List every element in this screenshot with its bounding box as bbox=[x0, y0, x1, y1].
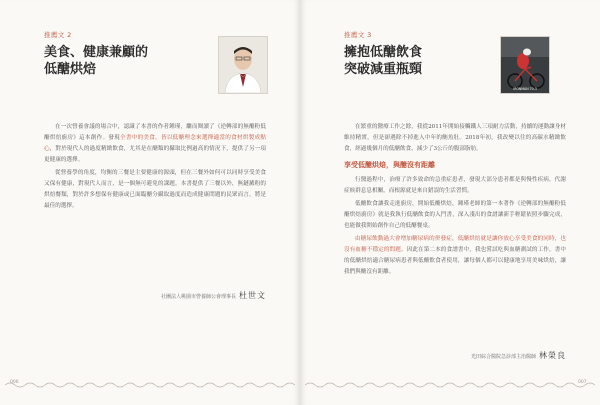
signature-role: 光田綜合醫院急診部主治醫師 bbox=[470, 354, 536, 360]
right-paragraph-3 bbox=[344, 199, 566, 232]
portrait-illustration bbox=[219, 37, 267, 93]
photo-caption: IRONMAN 70.3 bbox=[513, 87, 537, 91]
decorative-border bbox=[5, 381, 295, 389]
cyclist-illustration bbox=[501, 37, 549, 93]
page-number: 006 bbox=[10, 380, 19, 385]
right-subhead: 享受低醣烘焙，與醣沒有距離 bbox=[344, 161, 435, 169]
right-body bbox=[344, 122, 566, 280]
page-number: 007 bbox=[578, 380, 587, 385]
author-portrait bbox=[218, 36, 268, 94]
paragraph-text: 在繁重的醫療工作之餘，我從2011年開始接觸鐵人三項耐力活動，持續的運動讓身材維持精實，但是卻遇除不掉進入中年的鮪魚肚。2018年初，我改變以往的高碳水精緻飲食，經過幾個月的低醣飲食，減少了3公斤的腹部脂肪。 bbox=[344, 124, 566, 152]
left-title bbox=[44, 44, 148, 78]
right-signature bbox=[420, 350, 566, 361]
left-signature bbox=[120, 290, 266, 301]
right-label: 推薦文 3 bbox=[344, 31, 372, 39]
highlighted-text: 由糖尿飲動過大會增加糖尿病的併發症，低醣烘焙就是讓你放心享受美食的同時，也沒有血糖不穩定的問題 bbox=[344, 236, 566, 253]
right-title-line-2: 突破減重瓶頸 bbox=[344, 62, 423, 77]
paragraph-text: 。因此在第二本的食譜書中，我也嘗試吃與血糖測試的工作，書中的低醣烘焙適合糖尿病患者與低醣飲食者使用，讓每個人都可以健康地享用美味烘焙，讓我們與醣沒有距離。 bbox=[344, 247, 566, 275]
left-title-line-2: 低醣烘焙 bbox=[44, 62, 97, 77]
left-label: 推薦文 2 bbox=[44, 31, 72, 39]
right-title-line-1: 擁抱低醣飲食 bbox=[344, 45, 423, 60]
decorative-border bbox=[305, 381, 595, 389]
left-title-line-1: 美食、健康兼顧的 bbox=[44, 45, 149, 60]
left-paragraph-2 bbox=[44, 168, 266, 212]
signature-name: 林榮良 bbox=[539, 351, 566, 360]
signature-role: 社團法人桃園市營養師公會理事長 bbox=[160, 294, 236, 300]
signature-name: 杜世文 bbox=[239, 291, 266, 300]
left-paragraph-1 bbox=[44, 122, 266, 166]
left-body bbox=[44, 122, 266, 214]
right-paragraph-1 bbox=[344, 122, 566, 155]
paragraph-text: 行醫過程中，治療了許多致命的急重症患者，發現大部分患者都是與慢性疾病，代謝症候群息息相關，而根源就是來自錯誤的生活習慣。 bbox=[344, 177, 566, 194]
highlighted-text: 全書中的美食，皆以低醣理念來選擇適當的食材烘製成點心 bbox=[44, 135, 266, 152]
paragraph-text: 從營養學的角度，均衡的三餐是主要健康的源頭，但在三餐外如何可以同時享受美食又保有健康，對現代人而言，是一個無可避免的課題。本書提供了三餐以外，無鏈澱粉的烘焙餐類，對於許多想保有健康或已面臨醣分攝取過度而造成健康問題的民眾而言，將是最佳的選擇。 bbox=[44, 170, 266, 209]
paragraph-text: 在一次營養會議的場合中，認識了本書的作者鍾瑾，繼而閱讀了《逆轉部的無醣粉低醣烘焙廚房》這本創作。發現 bbox=[44, 124, 266, 141]
right-title bbox=[344, 44, 422, 78]
paragraph-text: 低醣飲食讓我走進廚房，開始低醣烘焙，鍾瑾老師的第一本著作《逆轉部的無醣粉低醣烘焙廚房》就是我執行低醣飲食的入門書，深入淺出的食譜讓新手輕鬆依照步驟完成，也能做我開始創作自己的低醣餐桌。 bbox=[344, 201, 566, 229]
right-page bbox=[300, 0, 600, 405]
paragraph-text: ，對於現代人的過度精緻飲食，尤其是在醣類的攝取比例過高的情況下，提供了另一項更健康的選擇。 bbox=[44, 146, 266, 163]
triathlon-photo bbox=[500, 36, 550, 94]
right-paragraph-2 bbox=[344, 175, 566, 197]
right-paragraph-4 bbox=[344, 234, 566, 278]
